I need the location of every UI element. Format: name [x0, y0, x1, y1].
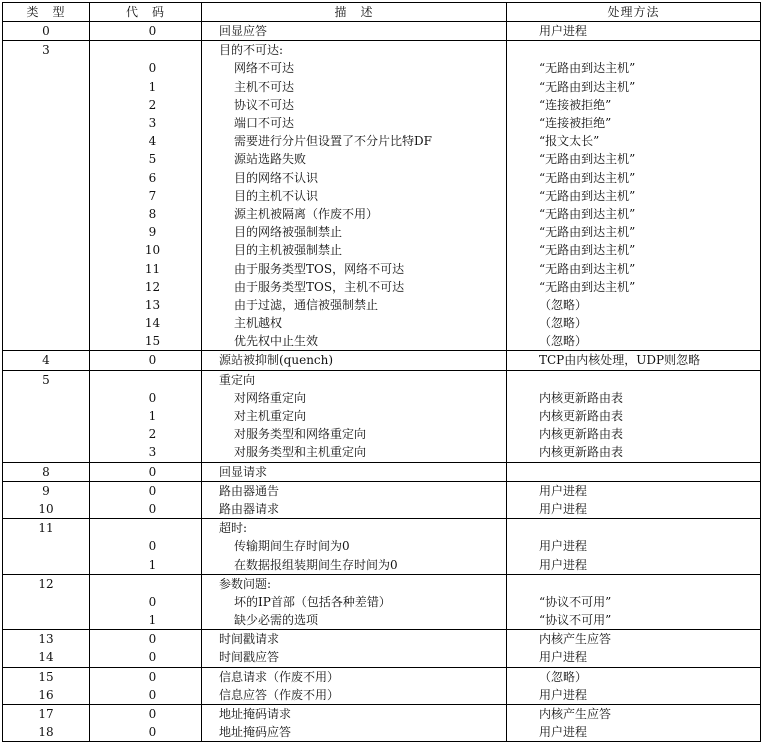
type-cell: [3, 389, 90, 407]
icmp-message-table: [2, 2, 761, 742]
code-cell: 10: [90, 241, 202, 259]
handling-cell: 内核更新路由表: [507, 443, 761, 462]
code-cell: 0: [90, 593, 202, 611]
code-cell: 6: [90, 169, 202, 187]
handling-cell: “连接被拒绝”: [507, 96, 761, 114]
code-cell: 0: [90, 723, 202, 742]
type-cell: [3, 241, 90, 259]
description-cell: 端口不可达: [202, 114, 507, 132]
handling-cell: 用户进程: [507, 555, 761, 574]
code-cell: 0: [90, 537, 202, 555]
handling-cell: （忽略）: [507, 667, 761, 686]
type-cell: [3, 296, 90, 314]
table-row: [3, 314, 761, 332]
description-cell: 重定向: [202, 370, 507, 389]
type-cell: [3, 150, 90, 168]
description-cell: 坏的IP首部（包括各种差错）: [202, 593, 507, 611]
type-cell: 14: [3, 648, 90, 667]
description-cell: 信息请求（作废不用）: [202, 667, 507, 686]
table-row: [3, 351, 761, 370]
handling-cell: “无路由到达主机”: [507, 241, 761, 259]
table-row: [3, 132, 761, 150]
description-cell: 由于过滤，通信被强制禁止: [202, 296, 507, 314]
type-cell: [3, 593, 90, 611]
handling-cell: “协议不可用”: [507, 611, 761, 630]
type-cell: 10: [3, 500, 90, 519]
code-cell: 13: [90, 296, 202, 314]
handling-cell: “无路由到达主机”: [507, 59, 761, 77]
table-row: [3, 96, 761, 114]
description-cell: 优先权中止生效: [202, 332, 507, 351]
type-cell: [3, 611, 90, 630]
code-cell: 0: [90, 22, 202, 41]
table-row: [3, 332, 761, 351]
table-row: [3, 686, 761, 705]
table-row: [3, 259, 761, 277]
type-cell: 8: [3, 462, 90, 481]
table-row: [3, 630, 761, 649]
code-cell: 9: [90, 223, 202, 241]
type-cell: [3, 223, 90, 241]
code-cell: 0: [90, 648, 202, 667]
type-cell: [3, 555, 90, 574]
type-cell: [3, 443, 90, 462]
description-cell: 源主机被隔离（作废不用）: [202, 205, 507, 223]
description-cell: 路由器通告: [202, 481, 507, 500]
type-cell: 9: [3, 481, 90, 500]
type-cell: 17: [3, 704, 90, 723]
handling-cell: 内核更新路由表: [507, 407, 761, 425]
code-cell: 0: [90, 667, 202, 686]
type-cell: [3, 332, 90, 351]
code-cell: 11: [90, 259, 202, 277]
table-row: [3, 278, 761, 296]
handling-cell: “无路由到达主机”: [507, 169, 761, 187]
code-cell: 0: [90, 630, 202, 649]
header-type: 类 型: [3, 3, 90, 22]
description-cell: 主机不可达: [202, 78, 507, 96]
description-cell: 由于服务类型TOS，主机不可达: [202, 278, 507, 296]
type-cell: [3, 205, 90, 223]
description-cell: 参数问题:: [202, 574, 507, 593]
table-row: [3, 555, 761, 574]
type-cell: 5: [3, 370, 90, 389]
code-cell: 3: [90, 443, 202, 462]
header-row: [3, 3, 761, 22]
code-cell: 0: [90, 462, 202, 481]
handling-cell: “无路由到达主机”: [507, 223, 761, 241]
type-cell: [3, 407, 90, 425]
handling-cell: 用户进程: [507, 686, 761, 705]
type-cell: [3, 425, 90, 443]
type-cell: [3, 187, 90, 205]
code-cell: 3: [90, 114, 202, 132]
handling-cell: 用户进程: [507, 500, 761, 519]
handling-cell: “无路由到达主机”: [507, 78, 761, 96]
handling-cell: [507, 462, 761, 481]
table-row: [3, 443, 761, 462]
type-cell: 4: [3, 351, 90, 370]
table-row: [3, 481, 761, 500]
description-cell: 源站被抑制(quench): [202, 351, 507, 370]
description-cell: 需要进行分片但设置了不分片比特DF: [202, 132, 507, 150]
handling-cell: [507, 41, 761, 60]
code-cell: 2: [90, 425, 202, 443]
description-cell: 对网络重定向: [202, 389, 507, 407]
description-cell: 时间戳请求: [202, 630, 507, 649]
code-cell: 4: [90, 132, 202, 150]
table-row: [3, 114, 761, 132]
code-cell: 8: [90, 205, 202, 223]
table-row: [3, 41, 761, 60]
description-cell: 协议不可达: [202, 96, 507, 114]
description-cell: 路由器请求: [202, 500, 507, 519]
code-cell: 12: [90, 278, 202, 296]
type-cell: 0: [3, 22, 90, 41]
handling-cell: 内核产生应答: [507, 704, 761, 723]
handling-cell: （忽略）: [507, 314, 761, 332]
type-cell: [3, 96, 90, 114]
code-cell: 0: [90, 481, 202, 500]
handling-cell: 用户进程: [507, 537, 761, 555]
handling-cell: 内核产生应答: [507, 630, 761, 649]
type-cell: 13: [3, 630, 90, 649]
handling-cell: TCP由内核处理，UDP则忽略: [507, 351, 761, 370]
table-row: [3, 150, 761, 168]
code-cell: 14: [90, 314, 202, 332]
description-cell: 超时:: [202, 519, 507, 538]
code-cell: 0: [90, 500, 202, 519]
handling-cell: “协议不可用”: [507, 593, 761, 611]
handling-cell: （忽略）: [507, 332, 761, 351]
type-cell: [3, 259, 90, 277]
code-cell: 0: [90, 704, 202, 723]
code-cell: [90, 370, 202, 389]
description-cell: 主机越权: [202, 314, 507, 332]
description-cell: 网络不可达: [202, 59, 507, 77]
type-cell: 15: [3, 667, 90, 686]
description-cell: 目的网络被强制禁止: [202, 223, 507, 241]
table-row: [3, 205, 761, 223]
code-cell: 0: [90, 351, 202, 370]
description-cell: 对主机重定向: [202, 407, 507, 425]
table-row: [3, 611, 761, 630]
type-cell: [3, 278, 90, 296]
description-cell: 地址掩码应答: [202, 723, 507, 742]
table-row: [3, 407, 761, 425]
description-cell: 时间戳应答: [202, 648, 507, 667]
type-cell: 16: [3, 686, 90, 705]
code-cell: [90, 41, 202, 60]
table-row: [3, 78, 761, 96]
type-cell: [3, 314, 90, 332]
handling-cell: （忽略）: [507, 296, 761, 314]
type-cell: [3, 132, 90, 150]
table-row: [3, 389, 761, 407]
code-cell: 2: [90, 96, 202, 114]
description-cell: 对服务类型和主机重定向: [202, 443, 507, 462]
table-header: [3, 3, 761, 22]
handling-cell: 用户进程: [507, 648, 761, 667]
table-row: [3, 425, 761, 443]
description-cell: 由于服务类型TOS，网络不可达: [202, 259, 507, 277]
code-cell: 0: [90, 389, 202, 407]
header-handling: 处理方法: [507, 3, 761, 22]
code-cell: [90, 519, 202, 538]
handling-cell: “无路由到达主机”: [507, 205, 761, 223]
table-row: [3, 593, 761, 611]
handling-cell: “无路由到达主机”: [507, 187, 761, 205]
table-row: [3, 519, 761, 538]
handling-cell: “无路由到达主机”: [507, 259, 761, 277]
code-cell: 5: [90, 150, 202, 168]
handling-cell: 内核更新路由表: [507, 389, 761, 407]
table-row: [3, 22, 761, 41]
handling-cell: 内核更新路由表: [507, 425, 761, 443]
code-cell: 7: [90, 187, 202, 205]
table-row: [3, 59, 761, 77]
table-row: [3, 462, 761, 481]
table-row: [3, 667, 761, 686]
table-row: [3, 574, 761, 593]
code-cell: 1: [90, 407, 202, 425]
description-cell: 目的主机被强制禁止: [202, 241, 507, 259]
description-cell: 回显请求: [202, 462, 507, 481]
description-cell: 目的主机不认识: [202, 187, 507, 205]
code-cell: 1: [90, 555, 202, 574]
table-row: [3, 241, 761, 259]
description-cell: 目的不可达:: [202, 41, 507, 60]
table-row: [3, 223, 761, 241]
description-cell: 源站选路失败: [202, 150, 507, 168]
handling-cell: “连接被拒绝”: [507, 114, 761, 132]
type-cell: [3, 114, 90, 132]
table-row: [3, 370, 761, 389]
handling-cell: [507, 519, 761, 538]
handling-cell: “报文太长”: [507, 132, 761, 150]
table-body: [3, 22, 761, 742]
type-cell: 12: [3, 574, 90, 593]
type-cell: [3, 78, 90, 96]
description-cell: 目的网络不认识: [202, 169, 507, 187]
table-row: [3, 723, 761, 742]
code-cell: 0: [90, 59, 202, 77]
type-cell: [3, 169, 90, 187]
type-cell: [3, 59, 90, 77]
handling-cell: 用户进程: [507, 481, 761, 500]
code-cell: 1: [90, 611, 202, 630]
description-cell: 回显应答: [202, 22, 507, 41]
description-cell: 信息应答（作废不用）: [202, 686, 507, 705]
type-cell: 18: [3, 723, 90, 742]
header-code: 代 码: [90, 3, 202, 22]
handling-cell: [507, 574, 761, 593]
code-cell: 1: [90, 78, 202, 96]
handling-cell: “无路由到达主机”: [507, 278, 761, 296]
table-row: [3, 187, 761, 205]
description-cell: 缺少必需的选项: [202, 611, 507, 630]
code-cell: 15: [90, 332, 202, 351]
handling-cell: 用户进程: [507, 723, 761, 742]
description-cell: 在数据报组装期间生存时间为0: [202, 555, 507, 574]
type-cell: 3: [3, 41, 90, 60]
description-cell: 地址掩码请求: [202, 704, 507, 723]
header-description: 描 述: [202, 3, 507, 22]
description-cell: 对服务类型和网络重定向: [202, 425, 507, 443]
type-cell: 11: [3, 519, 90, 538]
code-cell: [90, 574, 202, 593]
description-cell: 传输期间生存时间为0: [202, 537, 507, 555]
table-row: [3, 500, 761, 519]
handling-cell: 用户进程: [507, 22, 761, 41]
table-row: [3, 296, 761, 314]
table-row: [3, 537, 761, 555]
handling-cell: [507, 370, 761, 389]
type-cell: [3, 537, 90, 555]
handling-cell: “无路由到达主机”: [507, 150, 761, 168]
code-cell: 0: [90, 686, 202, 705]
table-row: [3, 169, 761, 187]
table-row: [3, 648, 761, 667]
table-row: [3, 704, 761, 723]
